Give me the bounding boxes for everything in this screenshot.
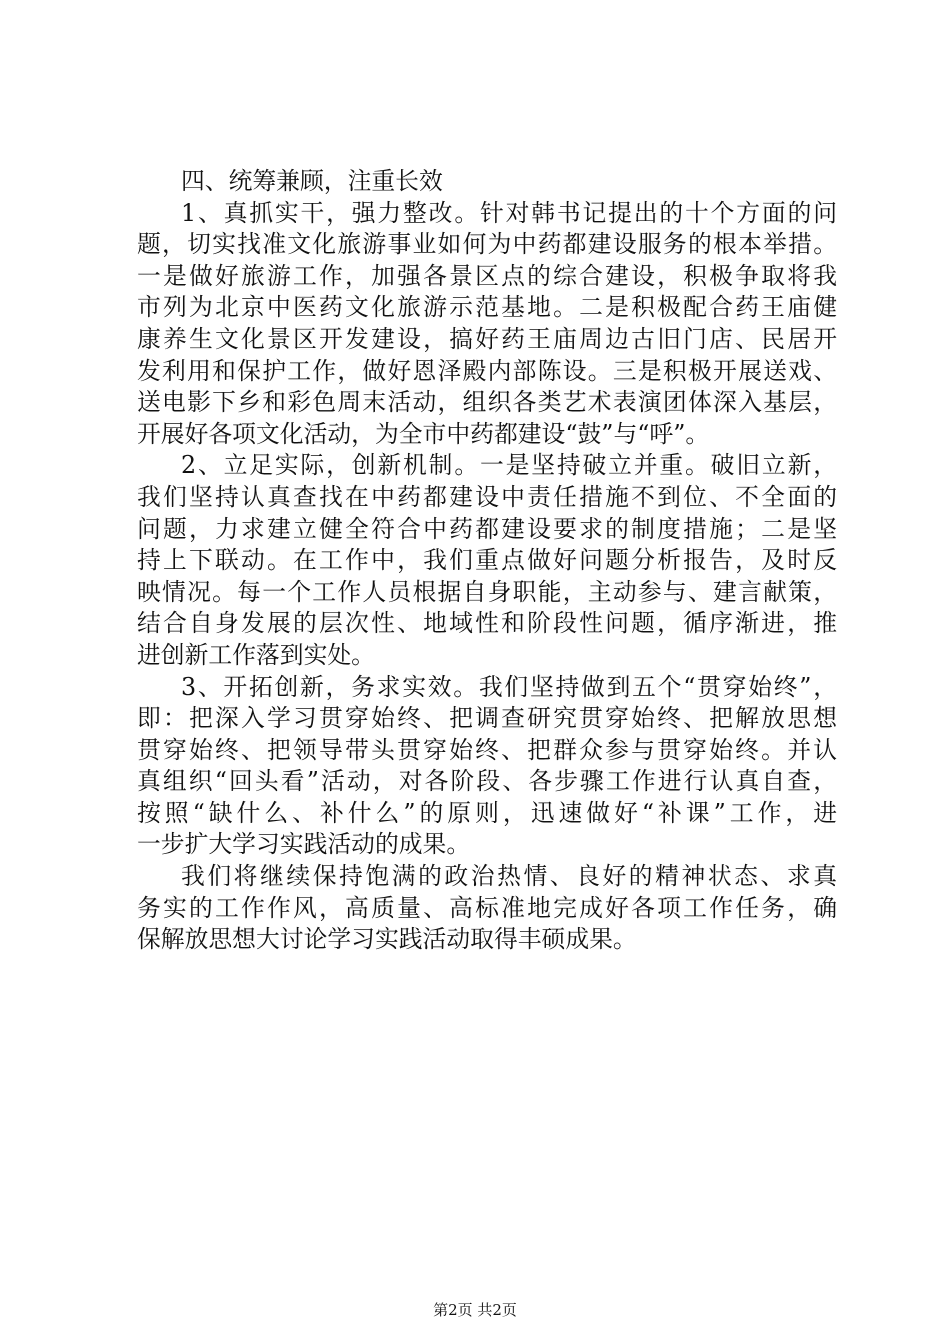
text-line: 一步扩大学习实践活动的成果。 bbox=[137, 830, 471, 859]
text-line: 3、开拓创新，务求实效。我们坚持做到五个“贯穿始终”， bbox=[181, 672, 837, 701]
text-line: 映情况。每一个工作人员根据自身职能，主动参与、建言献策， bbox=[137, 577, 837, 606]
text-line: 题，切实找准文化旅游事业如何为中药都建设服务的根本举措。 bbox=[137, 230, 837, 259]
text-line: 按照“缺什么、补什么”的原则，迅速做好“补课”工作，进 bbox=[137, 798, 837, 827]
text-line: 发利用和保护工作，做好恩泽殿内部陈设。三是积极开展送戏、 bbox=[137, 356, 837, 385]
document-body bbox=[137, 166, 837, 956]
text-line: 进创新工作落到实处。 bbox=[137, 640, 375, 669]
text-line: 问题，力求建立健全符合中药都建设要求的制度措施；二是坚 bbox=[137, 514, 837, 543]
section-heading: 四、统筹兼顾，注重长效 bbox=[181, 167, 443, 195]
text-line: 康养生文化景区开发建设，搞好药王庙周边古旧门店、民居开 bbox=[137, 324, 837, 353]
text-line: 持上下联动。在工作中，我们重点做好问题分析报告，及时反 bbox=[137, 546, 837, 575]
text-line: 2、立足实际，创新机制。一是坚持破立并重。破旧立新， bbox=[181, 451, 837, 480]
text-line: 我们坚持认真查找在中药都建设中责任措施不到位、不全面的 bbox=[137, 482, 837, 511]
text-line: 送电影下乡和彩色周末活动，组织各类艺术表演团体深入基层， bbox=[137, 388, 837, 417]
text-line: 我们将继续保持饱满的政治热情、良好的精神状态、求真 bbox=[181, 862, 837, 891]
text-line: 真组织“回头看”活动，对各阶段、各步骤工作进行认真自查， bbox=[137, 767, 837, 796]
text-line: 保解放思想大讨论学习实践活动取得丰硕成果。 bbox=[137, 925, 637, 954]
text-line: 1、真抓实干，强力整改。针对韩书记提出的十个方面的问 bbox=[181, 198, 837, 227]
text-line: 市列为北京中医药文化旅游示范基地。二是积极配合药王庙健 bbox=[137, 293, 837, 322]
text-line: 务实的工作作风，高质量、高标准地完成好各项工作任务，确 bbox=[137, 893, 837, 922]
text-line: 一是做好旅游工作，加强各景区点的综合建设，积极争取将我 bbox=[137, 261, 837, 290]
text-line: 贯穿始终、把领导带头贯穿始终、把群众参与贯穿始终。并认 bbox=[137, 735, 837, 764]
text-line: 开展好各项文化活动，为全市中药都建设“鼓”与“呼”。 bbox=[137, 419, 710, 448]
text-line: 即：把深入学习贯穿始终、把调查研究贯穿始终、把解放思想 bbox=[137, 704, 837, 733]
text-line: 结合自身发展的层次性、地域性和阶段性问题，循序渐进，推 bbox=[137, 609, 837, 638]
page-number-footer: 第2页 共2页 bbox=[433, 1301, 517, 1319]
